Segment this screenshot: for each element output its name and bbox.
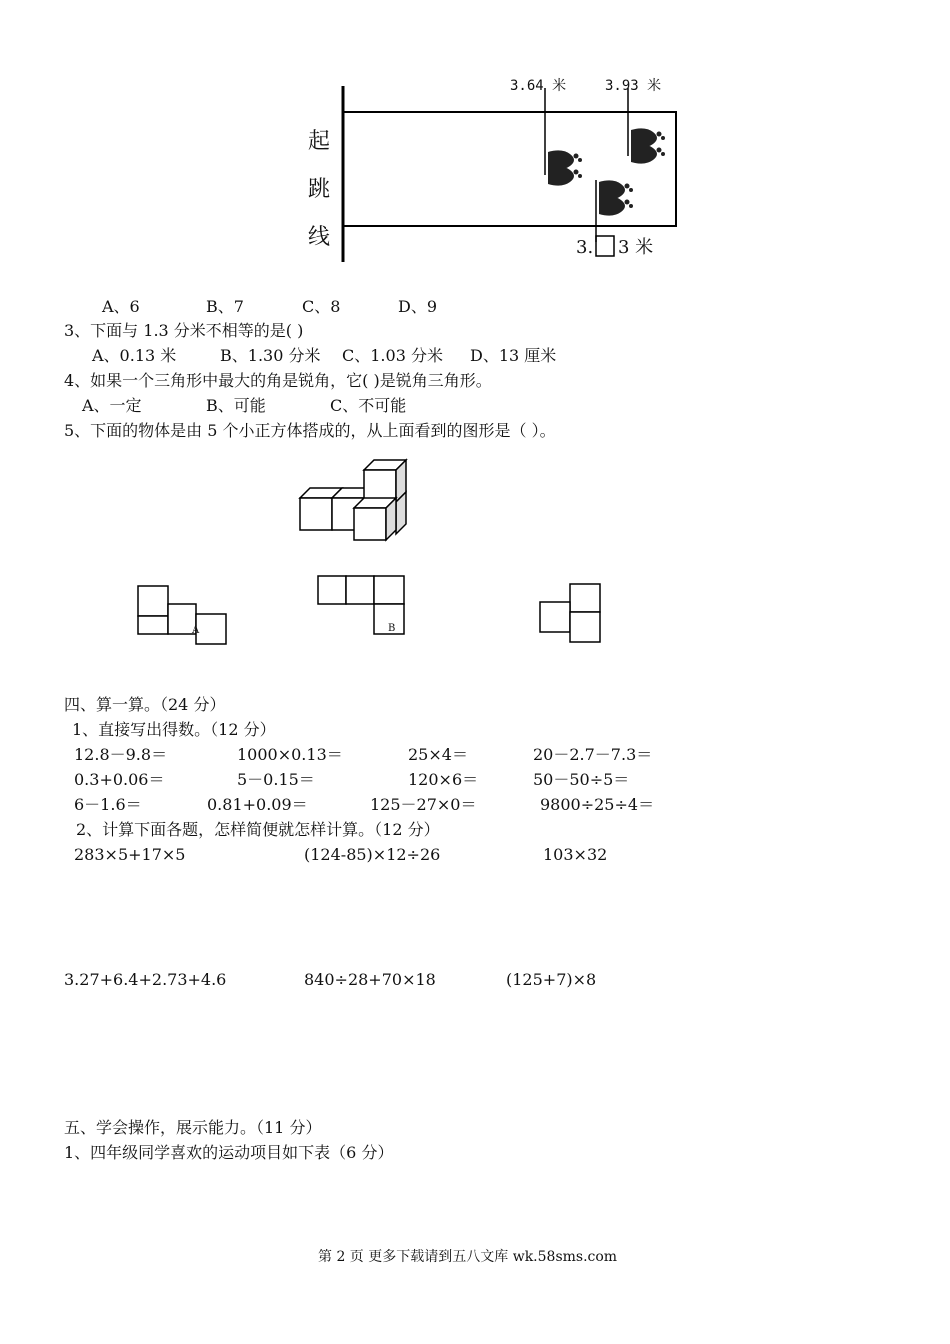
section5-title: 五、学会操作，展示能力。（11 分）	[64, 1118, 322, 1137]
q4-option-a: A、一定	[82, 396, 142, 415]
direct-calc-r2-c1: 0.3+0.06＝	[74, 770, 165, 789]
start-line-char-2: 跳	[308, 177, 331, 202]
q2-option-d: D、9	[398, 297, 438, 316]
q2-option-c: C、8	[302, 297, 341, 316]
footprint-b-icon	[631, 128, 665, 163]
q2-option-a: A、6	[102, 297, 140, 316]
q3-option-c: C、1.03 分米	[342, 346, 443, 365]
direct-calc-r1-c3: 25×4＝	[408, 745, 468, 764]
mark-label-c-prefix: 3.	[576, 237, 594, 258]
cube-object-figure	[296, 456, 416, 546]
q5-option-b-figure	[316, 574, 408, 636]
q3-stem: 3、下面与 1.3 分米不相等的是( )	[64, 321, 304, 340]
direct-calc-r1-c2: 1000×0.13＝	[237, 745, 343, 764]
q4-option-c: C、不可能	[330, 396, 407, 415]
direct-calc-r2-c3: 120×6＝	[408, 770, 479, 789]
calc-r1-c3: 103×32	[543, 845, 608, 864]
mark-label-c-suffix: 3 米	[618, 237, 654, 258]
direct-calc-r1-c4: 20－2.7－7.3＝	[533, 745, 653, 764]
section4-title: 四、算一算。（24 分）	[64, 695, 226, 714]
direct-calc-r2-c2: 5－0.15＝	[237, 770, 315, 789]
cube-object-drawing	[296, 456, 416, 546]
long-jump-figure	[300, 70, 700, 270]
footprint-c-icon	[599, 180, 633, 215]
page-footer: 第 2 页 更多下载请到五八文库 wk.58sms.com	[318, 1249, 618, 1265]
direct-calc-r1-c1: 12.8－9.8＝	[74, 745, 168, 764]
section4-sub1-title: 1、直接写出得数。（12 分）	[72, 720, 276, 739]
start-line-char-3: 线	[308, 225, 331, 250]
calc-r2-c3: (125+7)×8	[506, 970, 597, 989]
q5-stem: 5、下面的物体是由 5 个小正方体搭成的，从上面看到的图形是（ ）。	[64, 421, 556, 440]
q3-option-a: A、0.13 米	[92, 346, 177, 365]
q5-option-a-label: A	[192, 625, 200, 636]
q2-option-b: B、7	[206, 297, 244, 316]
q5-option-c-squares	[538, 582, 604, 644]
start-line-char-1: 起	[308, 129, 331, 154]
section5-sub1-title: 1、四年级同学喜欢的运动项目如下表（6 分）	[64, 1143, 394, 1162]
mark-label-b: 3.93 米	[605, 78, 662, 94]
q5-option-a-squares	[136, 584, 230, 646]
direct-calc-r3-c2: 0.81+0.09＝	[207, 795, 308, 814]
q3-option-d: D、13 厘米	[470, 346, 557, 365]
footprint-a-icon	[548, 150, 582, 185]
q5-option-a-figure	[136, 584, 230, 646]
q4-stem: 4、如果一个三角形中最大的角是锐角，它( )是锐角三角形。	[64, 371, 492, 390]
mark-label-a: 3.64 米	[510, 78, 567, 94]
q5-option-c-figure	[538, 582, 604, 644]
calc-r1-c2: (124-85)×12÷26	[304, 845, 441, 864]
direct-calc-r3-c4: 9800÷25÷4＝	[540, 795, 655, 814]
q4-option-b: B、可能	[206, 396, 266, 415]
direct-calc-r2-c4: 50－50÷5＝	[533, 770, 630, 789]
section4-sub2-title: 2、计算下面各题，怎样简便就怎样计算。（12 分）	[76, 820, 440, 839]
direct-calc-r3-c1: 6－1.6＝	[74, 795, 142, 814]
direct-calc-r3-c3: 125－27×0＝	[370, 795, 477, 814]
q3-option-b: B、1.30 分米	[220, 346, 321, 365]
calc-r2-c2: 840÷28+70×18	[304, 970, 436, 989]
calc-r2-c1: 3.27+6.4+2.73+4.6	[64, 970, 227, 989]
blank-digit-box	[596, 236, 614, 256]
q5-option-b-label: B	[388, 623, 396, 634]
calc-r1-c1: 283×5+17×5	[74, 845, 186, 864]
